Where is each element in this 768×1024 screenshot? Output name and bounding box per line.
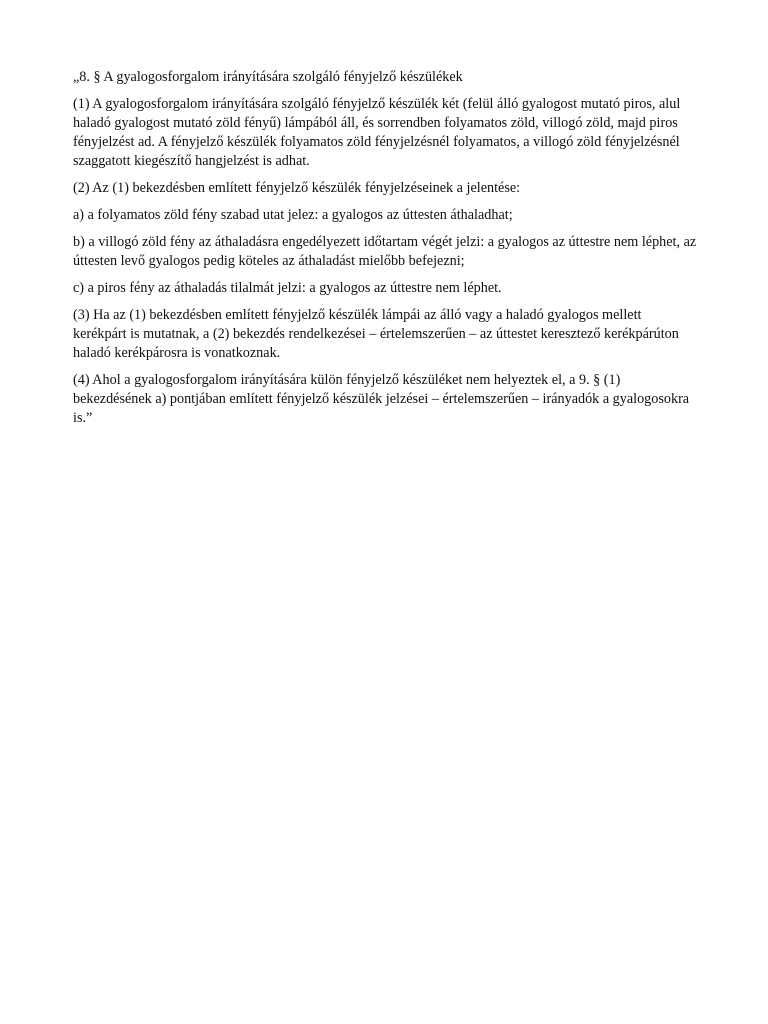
paragraph-2c: c) a piros fény az áthaladás tilalmát jelzi: a gyalogos az úttestre nem léphet. [73, 280, 502, 296]
paragraph-2a: a) a folyamatos zöld fény szabad utat jelez: a gyalogos az úttesten áthaladhat; [73, 207, 513, 223]
paragraph-3: (3) Ha az (1) bekezdésben említett fényjelző készülék lámpái az álló vagy a haladó gyalogos mellett kerékpárt is mutatnak, a (2) bekezdés rendelkezései – értelemszerűen – az úttestet keresztező kerékpárúton haladó kerékpárosra is vonatkoznak. [73, 307, 679, 361]
paragraph-1: (1) A gyalogosforgalom irányítására szolgáló fényjelző készülék két (felül álló gyalogost mutató piros, alul haladó gyalogost mutató zöld fényű) lámpából áll, és sorrendben folyamatos zöld, villogó zöld, majd piros fényjelzést ad. A fényjelző készülék folyamatos zöld fényjelzésnél folyamatos, a villogó zöld fényjelzésnél szaggatott kiegészítő hangjelzést is adhat. [73, 96, 681, 169]
paragraph-4: (4) Ahol a gyalogosforgalom irányítására külön fényjelző készüléket nem helyeztek el, a 9. § (1) bekezdésének a) pontjában említett fényjelző készülék jelzései – értelemszerűen – irányadók a gyalogosokra is.” [73, 372, 690, 426]
paragraph-2: (2) Az (1) bekezdésben említett fényjelző készülék fényjelzéseinek a jelentése: [73, 180, 521, 196]
section-heading: „8. § A gyalogosforgalom irányítására szolgáló fényjelző készülékek [73, 69, 463, 85]
document-body [73, 68, 698, 436]
paragraph-2b: b) a villogó zöld fény az áthaladásra engedélyezett időtartam végét jelzi: a gyalogos az úttestre nem léphet, az úttesten levő gyalogos pedig köteles az áthaladást mielőbb befejezni; [73, 234, 697, 269]
